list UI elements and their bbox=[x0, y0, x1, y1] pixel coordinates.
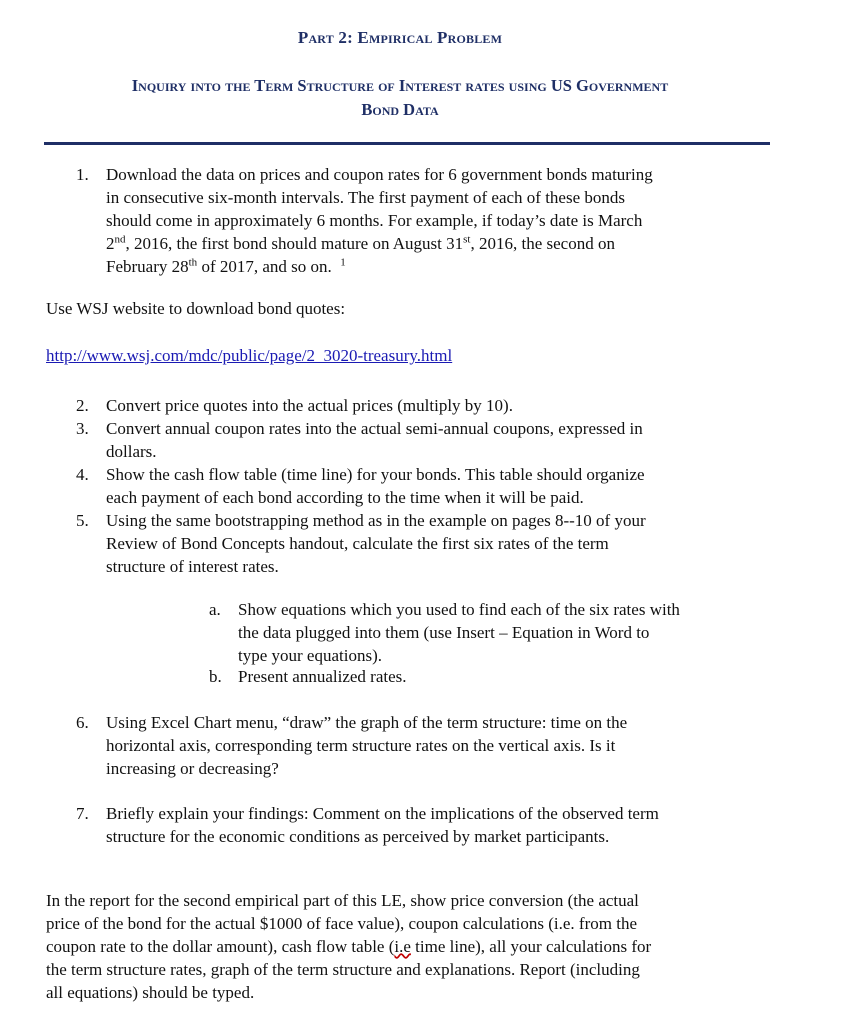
item-1-text bbox=[106, 163, 756, 278]
item-1-line: February 28th of 2017, and so on. $^1$ bbox=[106, 256, 346, 276]
item-3-text bbox=[106, 417, 756, 463]
report-line: all equations) should be typed. bbox=[46, 983, 255, 1002]
item-5-number: 5. bbox=[76, 511, 89, 530]
report-line: price of the bond for the actual $1000 of face value), coupon calculations (i.e. from the bbox=[46, 914, 637, 933]
document-title-line1: Inquiry into the Term Structure of Interest rates using US Government bbox=[131, 76, 669, 95]
item-5-line: structure of interest rates. bbox=[106, 557, 279, 576]
item-1-line: should come in approximately 6 months. For example, if today’s date is March bbox=[106, 211, 643, 230]
item-4-number: 4. bbox=[76, 465, 89, 484]
item-2-text: Convert price quotes into the actual prices (multiply by 10). bbox=[106, 396, 513, 415]
item-6-text bbox=[106, 711, 756, 780]
footnote-mark[interactable]: 1 bbox=[340, 256, 346, 269]
wsj-treasury-link[interactable]: http://www.wsj.com/mdc/public/page/2_3020-treasury.html bbox=[46, 346, 453, 365]
item-5a-line: type your equations). bbox=[238, 646, 382, 665]
item-7-line: structure for the economic conditions as perceived by market participants. bbox=[106, 827, 610, 846]
item-3-line: dollars. bbox=[106, 442, 157, 461]
item-5a-line: Show equations which you used to find each of the six rates with bbox=[238, 600, 680, 619]
item-7-text bbox=[106, 802, 756, 848]
title-divider bbox=[44, 142, 770, 145]
item-5b-text: Present annualized rates. bbox=[238, 667, 407, 686]
wsj-note: Use WSJ website to download bond quotes: bbox=[46, 299, 346, 318]
part-title: Part 2: Empirical Problem bbox=[297, 28, 503, 47]
item-1-number: 1. bbox=[76, 165, 89, 184]
item-5-text bbox=[106, 509, 756, 578]
item-7-number: 7. bbox=[76, 804, 89, 823]
item-6-number: 6. bbox=[76, 713, 89, 732]
item-7-line: Briefly explain your findings: Comment on the implications of the observed term bbox=[106, 804, 659, 823]
item-1-line: Download the data on prices and coupon rates for 6 government bonds maturing bbox=[106, 165, 653, 184]
item-1-line: 2nd, 2016, the first bond should mature on August 31st, 2016, the second on bbox=[106, 233, 615, 253]
item-6-line: increasing or decreasing? bbox=[106, 759, 279, 778]
report-line: In the report for the second empirical part of this LE, show price conversion (the actual bbox=[46, 891, 639, 910]
item-3-line: Convert annual coupon rates into the actual semi-annual coupons, expressed in bbox=[106, 419, 643, 438]
document-title bbox=[20, 74, 780, 122]
item-6-line: horizontal axis, corresponding term structure rates on the vertical axis. Is it bbox=[106, 736, 616, 755]
item-4-line: Show the cash flow table (time line) for your bonds. This table should organize bbox=[106, 465, 645, 484]
item-5a-line: the data plugged into them (use Insert – Equation in Word to bbox=[238, 623, 650, 642]
item-6-line: Using Excel Chart menu, “draw” the graph of the term structure: time on the bbox=[106, 713, 628, 732]
report-line: the term structure rates, graph of the term structure and explanations. Report (including bbox=[46, 960, 640, 979]
item-1-line: in consecutive six-month intervals. The first payment of each of these bonds bbox=[106, 188, 625, 207]
report-paragraph bbox=[46, 889, 806, 1004]
item-2-number: 2. bbox=[76, 396, 89, 415]
item-5-line: Review of Bond Concepts handout, calculate the first six rates of the term bbox=[106, 534, 609, 553]
item-4-text bbox=[106, 463, 756, 509]
item-3-number: 3. bbox=[76, 419, 89, 438]
report-line: coupon rate to the dollar amount), cash flow table (i.e time line), all your calculations for bbox=[46, 937, 652, 956]
item-5b-letter: b. bbox=[209, 667, 222, 686]
item-5-line: Using the same bootstrapping method as in the example on pages 8--10 of your bbox=[106, 511, 646, 530]
item-5a-text bbox=[238, 598, 778, 667]
document-title-line2: Bond Data bbox=[361, 100, 439, 119]
item-5a-letter: a. bbox=[209, 600, 221, 619]
item-4-line: each payment of each bond according to the time when it will be paid. bbox=[106, 488, 584, 507]
spelling-flag[interactable]: i.e bbox=[394, 937, 411, 956]
